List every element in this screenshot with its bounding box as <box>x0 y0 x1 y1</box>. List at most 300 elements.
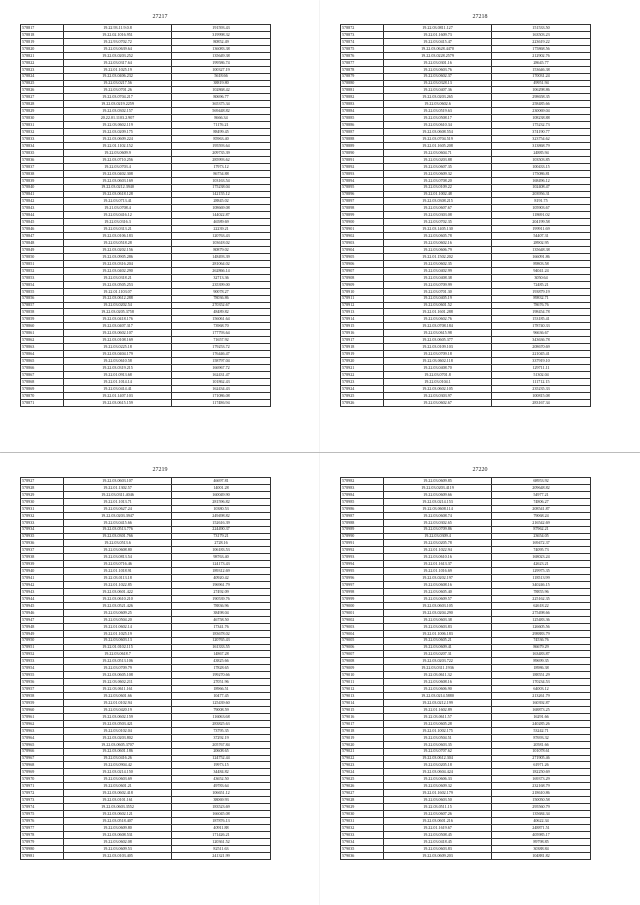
record-id-cell: 578874 <box>341 38 384 45</box>
record-amount-cell: 16291.66 <box>492 713 591 720</box>
record-id-cell: 579034 <box>341 838 384 845</box>
record-code-cell: 19.22.03.0205.18 <box>384 762 492 769</box>
table-row <box>21 484 271 491</box>
record-code-cell: 19.22.03.0513.106 <box>64 658 172 665</box>
record-id-cell: 578920 <box>341 358 384 365</box>
table-row <box>341 115 591 122</box>
table-row <box>21 665 271 672</box>
record-id-cell: 579005 <box>341 637 384 644</box>
record-amount-cell: 124752.44 <box>172 755 271 762</box>
record-amount-cell: 118513.99 <box>492 575 591 582</box>
record-code-cell: 19.22.03.0605.377 <box>384 337 492 344</box>
record-amount-cell: 221045.41 <box>492 351 591 358</box>
record-amount-cell: 37292.19 <box>172 734 271 741</box>
record-id-cell: 578907 <box>341 267 384 274</box>
record-id-cell: 578905 <box>341 253 384 260</box>
table-row <box>21 45 271 52</box>
record-code-cell: 19.22.03.0311.1936 <box>384 665 492 672</box>
record-code-cell: 19.22.03.0317.64 <box>64 59 172 66</box>
record-id-cell: 578936 <box>21 540 64 547</box>
record-id-cell: 578885 <box>341 115 384 122</box>
record-amount-cell: 295560.79 <box>492 804 591 811</box>
record-id-cell: 579002 <box>341 616 384 623</box>
record-code-cell: 19.22.03.0303.97 <box>384 392 492 399</box>
record-amount-cell: 343636.78 <box>492 337 591 344</box>
record-code-cell: 19.22.03.0416.26 <box>64 755 172 762</box>
record-amount-cell: 79068.24 <box>492 512 591 519</box>
table-row <box>341 288 591 295</box>
table-row <box>341 184 591 191</box>
record-amount-cell: 30388.84 <box>492 845 591 852</box>
table-row <box>341 163 591 170</box>
record-amount-cell: 53242.71 <box>492 727 591 734</box>
table-row <box>341 205 591 212</box>
table-row <box>341 568 591 575</box>
table-row <box>341 595 591 602</box>
record-id-cell: 578927 <box>21 478 64 485</box>
record-code-cell: 19.22.03.0407.36 <box>384 87 492 94</box>
table-row <box>341 351 591 358</box>
record-code-cell: 19.22.03.0603.83 <box>384 623 492 630</box>
record-id-cell: 578959 <box>21 700 64 707</box>
record-amount-cell: 100433.15 <box>492 163 591 170</box>
table-row <box>341 364 591 371</box>
record-code-cell: 19.22.03.0405.19 <box>384 295 492 302</box>
table-row <box>21 66 271 73</box>
table-row <box>21 302 271 309</box>
record-amount-cell: 108238.88 <box>492 115 591 122</box>
record-amount-cell: 193879.19 <box>492 288 591 295</box>
record-code-cell: 19.22.03.0301.766 <box>64 533 172 540</box>
record-code-cell: 19.22.03.0415.66 <box>64 519 172 526</box>
record-id-cell: 578876 <box>341 52 384 59</box>
record-amount-cell: 28845.02 <box>172 198 271 205</box>
record-code-cell: 19.22.01.1014.14 <box>64 378 172 385</box>
record-id-cell: 578999 <box>341 595 384 602</box>
record-code-cell: 19.22.03.0202.156 <box>64 247 172 254</box>
record-code-cell: 19.22.03.0603.169 <box>64 177 172 184</box>
record-id-cell: 578924 <box>341 385 384 392</box>
table-row <box>21 316 271 323</box>
record-code-cell: 19.22.93.0702.72 <box>64 38 172 45</box>
table-row <box>21 533 271 540</box>
record-code-cell: 19.22.03.0708.184 <box>384 323 492 330</box>
table-row <box>21 706 271 713</box>
record-code-cell: 19.22.03.0606.33 <box>384 776 492 783</box>
record-amount-cell: 283825.63 <box>172 720 271 727</box>
record-amount-cell: 40622.34 <box>492 817 591 824</box>
record-id-cell: 578914 <box>341 316 384 323</box>
record-code-cell: 19.22.03.0228.2579 <box>384 52 492 59</box>
record-id-cell: 578848 <box>21 240 64 247</box>
record-id-cell: 578991 <box>341 540 384 547</box>
record-id-cell: 578893 <box>341 170 384 177</box>
record-code-cell: 19.22.03.0311.4046 <box>64 491 172 498</box>
record-amount-cell: 187876.13 <box>172 817 271 824</box>
record-amount-cell: 225162.35 <box>492 595 591 602</box>
table-row <box>341 136 591 143</box>
record-amount-cell: 195593.64 <box>172 142 271 149</box>
record-code-cell: 19.22.01.1103.07 <box>64 288 172 295</box>
table-row <box>341 198 591 205</box>
record-id-cell: 578934 <box>21 526 64 533</box>
record-code-cell: 19.22.03.0605.78 <box>384 233 492 240</box>
record-id-cell: 578846 <box>21 226 64 233</box>
table-row <box>341 281 591 288</box>
record-id-cell: 579031 <box>341 817 384 824</box>
record-amount-cell: 153646.38 <box>492 66 591 73</box>
table-row <box>341 371 591 378</box>
table-row <box>21 94 271 101</box>
record-amount-cell: 209648.82 <box>492 484 591 491</box>
table-row <box>21 260 271 267</box>
table-row <box>341 316 591 323</box>
record-id-cell: 578845 <box>21 219 64 226</box>
record-amount-cell: 48489.82 <box>172 309 271 316</box>
record-id-cell: 578902 <box>341 233 384 240</box>
table-row <box>21 73 271 80</box>
record-amount-cell: 170031.24 <box>492 73 591 80</box>
table-row <box>21 637 271 644</box>
table-row <box>21 609 271 616</box>
record-id-cell: 578872 <box>341 25 384 32</box>
record-amount-cell: 17341.76 <box>172 623 271 630</box>
table-row <box>21 129 271 136</box>
record-id-cell: 578865 <box>21 358 64 365</box>
record-code-cell: 19.22.03.0603.35 <box>384 741 492 748</box>
table-row <box>21 811 271 818</box>
record-amount-cell: 24885.94 <box>492 149 591 156</box>
record-code-cell: 19.22.03.0102.04 <box>64 727 172 734</box>
record-id-cell: 578847 <box>21 233 64 240</box>
record-id-cell: 579008 <box>341 658 384 665</box>
record-id-cell: 578841 <box>21 191 64 198</box>
record-code-cell: 19.22.03.1405.130 <box>384 226 492 233</box>
record-code-cell: 19.22.03.0204.290 <box>384 609 492 616</box>
record-id-cell: 578951 <box>21 644 64 651</box>
record-amount-cell: 89798.85 <box>492 838 591 845</box>
record-id-cell: 578844 <box>21 212 64 219</box>
table-row <box>21 651 271 658</box>
record-amount-cell: 285993.62 <box>172 156 271 163</box>
record-code-cell: 19.22.03.0615.98 <box>384 330 492 337</box>
table-row <box>21 595 271 602</box>
record-amount-cell: 102408.47 <box>492 184 591 191</box>
record-amount-cell: 14867.28 <box>172 651 271 658</box>
record-id-cell: 578860 <box>21 323 64 330</box>
record-amount-cell: 232168.79 <box>492 783 591 790</box>
record-id-cell: 578965 <box>21 741 64 748</box>
record-id-cell: 578939 <box>21 561 64 568</box>
record-amount-cell: 224490.37 <box>172 526 271 533</box>
record-code-cell: 19.22.03.0302.157 <box>64 108 172 115</box>
table-row <box>21 790 271 797</box>
record-id-cell: 579027 <box>341 790 384 797</box>
record-id-cell: 578949 <box>21 630 64 637</box>
record-id-cell: 578963 <box>21 727 64 734</box>
record-code-cell: 19.22.03.0602.211 <box>64 679 172 686</box>
record-id-cell: 578842 <box>21 198 64 205</box>
record-id-cell: 578899 <box>341 212 384 219</box>
record-code-cell: 19.22.03.0214.5880 <box>384 693 492 700</box>
record-code-cell: 19.22.03.0109.22 <box>384 184 492 191</box>
record-amount-cell: 175868.56 <box>492 45 591 52</box>
record-code-cell: 19.22.03.0612.288 <box>64 295 172 302</box>
record-code-cell: 19.22.03.0513.6 <box>64 540 172 547</box>
record-code-cell: 19.22.03.0601.66 <box>64 693 172 700</box>
record-id-cell: 578875 <box>341 45 384 52</box>
record-code-cell: 19.22.03.0602.119 <box>64 122 172 129</box>
record-amount-cell: 216542.69 <box>492 519 591 526</box>
table-row <box>341 686 591 693</box>
record-amount-cell: 337919.10 <box>492 358 591 365</box>
record-code-cell: 19.22.03.0207.31 <box>384 651 492 658</box>
record-amount-cell: 150050.58 <box>492 797 591 804</box>
table-row <box>341 45 591 52</box>
record-code-cell: 19.22.03.0605.28 <box>384 720 492 727</box>
record-id-cell: 578849 <box>21 247 64 254</box>
record-id-cell: 578954 <box>21 665 64 672</box>
table-row <box>341 191 591 198</box>
record-amount-cell: 86679.29 <box>492 644 591 651</box>
record-code-cell: 19.22.03.0418.176 <box>64 316 172 323</box>
record-amount-cell: 235399.00 <box>172 281 271 288</box>
table-row <box>341 602 591 609</box>
record-code-cell: 19.22.03.0603.50 <box>384 797 492 804</box>
table-row <box>21 831 271 838</box>
record-id-cell: 578932 <box>21 512 64 519</box>
record-amount-cell: 151533.50 <box>492 25 591 32</box>
record-id-cell: 579017 <box>341 720 384 727</box>
record-id-cell: 579036 <box>341 852 384 859</box>
record-amount-cell: 17828.65 <box>172 665 271 672</box>
record-code-cell: 19.22.03.0603.107 <box>64 478 172 485</box>
record-amount-cell: 22239.21 <box>172 226 271 233</box>
record-code-cell: 19.22.01.1602.89 <box>384 706 492 713</box>
record-code-cell: 19.22.03.0402.308 <box>64 170 172 177</box>
record-code-cell: 19.22.01.1022.85 <box>64 582 172 589</box>
record-id-cell: 578880 <box>341 80 384 87</box>
record-code-cell: 19.22.03.0402.290 <box>64 267 172 274</box>
table-row <box>21 748 271 755</box>
record-id-cell: 578969 <box>21 769 64 776</box>
record-id-cell: 578850 <box>21 253 64 260</box>
record-id-cell: 578995 <box>341 568 384 575</box>
record-amount-cell: 129975.35 <box>492 568 591 575</box>
record-code-cell: 19.22.03.0701.26 <box>64 87 172 94</box>
table-row <box>341 94 591 101</box>
record-code-cell: 19.22.03.0709.86 <box>384 526 492 533</box>
table-row <box>341 309 591 316</box>
record-code-cell: 19.22.01.1601.288 <box>384 309 492 316</box>
table-row <box>21 734 271 741</box>
table-row <box>341 295 591 302</box>
table-row <box>21 561 271 568</box>
table-row <box>341 804 591 811</box>
record-amount-cell: 212902.76 <box>492 52 591 59</box>
table-row <box>21 226 271 233</box>
record-amount-cell: 182250.69 <box>492 769 591 776</box>
record-amount-cell: 258485.66 <box>492 101 591 108</box>
record-id-cell: 578856 <box>21 295 64 302</box>
record-code-cell: 19.22.03.0606.90 <box>384 686 492 693</box>
record-amount-cell: 162434.43 <box>172 385 271 392</box>
record-id-cell: 578904 <box>341 247 384 254</box>
record-amount-cell: 106298.86 <box>492 87 591 94</box>
record-code-cell: 19.22.01.1102.152 <box>64 142 172 149</box>
record-amount-cell: 117486.94 <box>172 399 271 406</box>
table-row <box>21 267 271 274</box>
table-row <box>21 540 271 547</box>
record-code-cell: 19.22.03.0505.253 <box>64 281 172 288</box>
record-id-cell: 578854 <box>21 281 64 288</box>
record-amount-cell: 166091.86 <box>492 253 591 260</box>
record-id-cell: 578896 <box>341 191 384 198</box>
record-id-cell: 578929 <box>21 491 64 498</box>
record-amount-cell: 177793.64 <box>172 330 271 337</box>
record-id-cell: 578834 <box>21 142 64 149</box>
record-code-cell: 19.22.03.0408.38 <box>384 274 492 281</box>
record-code-cell: 19.22.01.1022.94 <box>384 547 492 554</box>
record-id-cell: 578824 <box>21 73 64 80</box>
record-amount-cell: 104881.82 <box>492 852 591 859</box>
table-row <box>341 38 591 45</box>
record-amount-cell: 73795.35 <box>172 727 271 734</box>
table-row <box>21 219 271 226</box>
record-amount-cell: 171426.21 <box>172 831 271 838</box>
record-id-cell: 579030 <box>341 811 384 818</box>
record-id-cell: 579014 <box>341 700 384 707</box>
table-row <box>21 344 271 351</box>
record-amount-cell: 32713.36 <box>172 274 271 281</box>
record-id-cell: 578931 <box>21 505 64 512</box>
record-amount-cell: 168873.25 <box>492 706 591 713</box>
record-amount-cell: 49951.94 <box>492 80 591 87</box>
record-amount-cell: 275498.66 <box>492 609 591 616</box>
record-amount-cell: 40920.42 <box>172 575 271 582</box>
table-row <box>21 136 271 143</box>
record-id-cell: 578979 <box>21 838 64 845</box>
table-row <box>21 205 271 212</box>
record-code-cell: 19.22.03.0328.13 <box>384 80 492 87</box>
table-row <box>341 233 591 240</box>
record-id-cell: 579006 <box>341 644 384 651</box>
record-id-cell: 578933 <box>21 519 64 526</box>
record-id-cell: 578833 <box>21 136 64 143</box>
record-amount-cell: 73179.21 <box>172 533 271 540</box>
record-code-cell: 19.22.03.0601.422 <box>64 589 172 596</box>
table-row <box>21 38 271 45</box>
record-amount-cell: 199911.69 <box>492 226 591 233</box>
record-code-cell: 19.22.03.0508.17 <box>384 115 492 122</box>
record-code-cell: 19.22.03.0602.159 <box>64 713 172 720</box>
table-row <box>21 838 271 845</box>
record-id-cell: 579018 <box>341 727 384 734</box>
record-code-cell: 19.22.03.0302.65 <box>384 519 492 526</box>
record-id-cell: 578835 <box>21 149 64 156</box>
record-code-cell: 19.22.03.0203.4119 <box>384 484 492 491</box>
table-row <box>341 512 591 519</box>
record-amount-cell: 72485.21 <box>492 281 591 288</box>
record-code-cell: 19.22.03.0704.217 <box>64 94 172 101</box>
record-id-cell: 578913 <box>341 309 384 316</box>
record-amount-cell: 105903.67 <box>492 205 591 212</box>
record-amount-cell: 78036.86 <box>172 295 271 302</box>
record-code-cell: 19.22.03.0504.20 <box>64 616 172 623</box>
record-amount-cell: 38819.80 <box>172 80 271 87</box>
table-row <box>341 644 591 651</box>
table-row <box>21 755 271 762</box>
record-code-cell: 19.22.03.0608.114 <box>384 505 492 512</box>
table-row <box>341 519 591 526</box>
record-id-cell: 578871 <box>21 399 64 406</box>
record-code-cell: 19.22.01.0602.14 <box>64 623 172 630</box>
record-code-cell: 19.22.03.0511.15 <box>384 804 492 811</box>
record-amount-cell: 208670.69 <box>492 344 591 351</box>
record-amount-cell: 129711.11 <box>492 364 591 371</box>
record-amount-cell: 23654.05 <box>492 533 591 540</box>
table-row <box>21 491 271 498</box>
record-id-cell: 578943 <box>21 589 64 596</box>
table-row <box>341 727 591 734</box>
record-code-cell: 19.22.03.0518.407 <box>64 817 172 824</box>
record-id-cell: 578977 <box>21 824 64 831</box>
record-amount-cell: 166045.08 <box>172 811 271 818</box>
record-code-cell: 19.22.03.0609.57 <box>384 595 492 602</box>
record-amount-cell: 106651.12 <box>172 790 271 797</box>
record-table <box>340 24 591 407</box>
record-id-cell: 578993 <box>341 554 384 561</box>
table-row <box>21 122 271 129</box>
record-code-cell: 19.22.03.0709.18 <box>384 351 492 358</box>
record-amount-cell: 86754.88 <box>172 170 271 177</box>
record-amount-cell: 54977.21 <box>492 491 591 498</box>
table-row <box>21 762 271 769</box>
record-code-cell: 19.22.03.0316.204 <box>64 260 172 267</box>
record-amount-cell: 88499.45 <box>172 129 271 136</box>
record-id-cell: 578891 <box>341 156 384 163</box>
table-row <box>341 637 591 644</box>
record-amount-cell: 49783.64 <box>172 783 271 790</box>
record-amount-cell: 241321.99 <box>172 852 271 859</box>
record-amount-cell: 313868.79 <box>492 142 591 149</box>
record-id-cell: 578967 <box>21 755 64 762</box>
record-code-cell: 19.22.03.0609.203 <box>384 852 492 859</box>
table-row <box>341 491 591 498</box>
record-amount-cell: 17973.12 <box>172 163 271 170</box>
record-code-cell: 19.22.03.0708.20 <box>384 177 492 184</box>
record-amount-cell: 85963.40 <box>172 136 271 143</box>
record-amount-cell: 54407.31 <box>492 233 591 240</box>
record-code-cell: 19.22.03.0418.45 <box>384 838 492 845</box>
table-row <box>21 776 271 783</box>
record-amount-cell: 27051.96 <box>172 679 271 686</box>
record-id-cell: 578832 <box>21 129 64 136</box>
record-code-cell: 19.22.03.0605.40 <box>384 589 492 596</box>
record-amount-cell: 168023.24 <box>492 554 591 561</box>
record-code-cell: 19.22.03.0704.519 <box>384 136 492 143</box>
table-row <box>341 101 591 108</box>
record-code-cell: 19.22.03.0603.3552 <box>64 804 172 811</box>
record-amount-cell: 196961.79 <box>172 582 271 589</box>
record-amount-cell: 175238.04 <box>172 184 271 191</box>
table-row <box>21 519 271 526</box>
table-row <box>21 198 271 205</box>
table-row <box>341 484 591 491</box>
record-id-cell: 579001 <box>341 609 384 616</box>
record-code-cell: 19.22.03.0608.531 <box>64 831 172 838</box>
record-code-cell: 19.22.03.0513.776 <box>64 526 172 533</box>
